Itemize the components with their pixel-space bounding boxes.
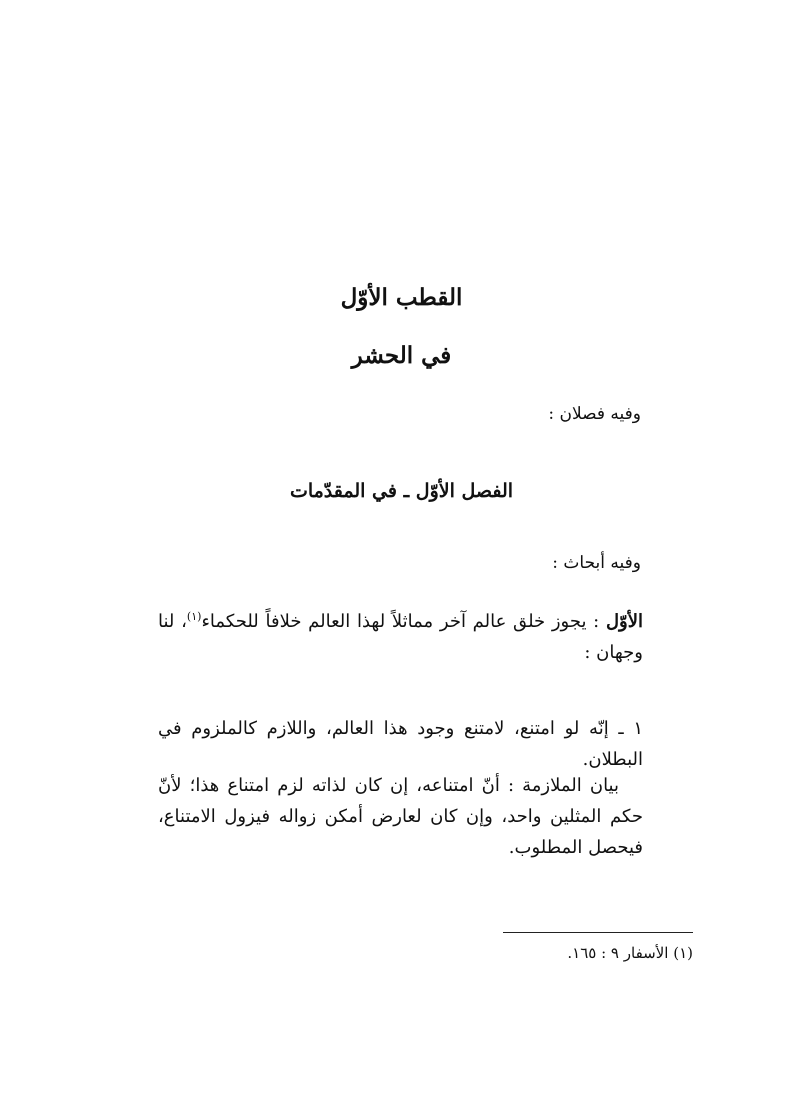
paragraph-text: : يجوز خلق عالم آخر مماثلاً لهذا العالم خلافاً للحكماء: [201, 611, 606, 632]
part-title: القطب الأوّل: [340, 284, 463, 311]
paragraph-proof: بيان الملازمة : أنّ امتناعه، إن كان لذاته لزم امتناع هذا؛ لأنّ حكم المثلين واحد، وإن كان لعارض أمكن زواله فيزول الامتناع، فيحصل المطلوب.: [158, 775, 643, 858]
paragraph-first-section: [158, 606, 643, 668]
sections-intro: وفيه أبحاث :: [552, 553, 641, 573]
paragraph-text-continued: ، لنا وجهان :: [158, 611, 643, 663]
part-subtitle: في الحشر: [351, 342, 452, 369]
footnote-reference[interactable]: (١): [186, 610, 202, 623]
footnote: (١) الأسفار ٩ : ١٦٥.: [567, 944, 693, 962]
section-lead-word: الأوّل: [605, 611, 643, 632]
footnote-divider: [503, 932, 693, 933]
chapter-title: الفصل الأوّل ـ في المقدّمات: [289, 480, 514, 502]
chapters-intro: وفيه فصلان :: [548, 404, 641, 424]
paragraph-reason-one: ١ ـ إنّه لو امتنع، لامتنع وجود هذا العالم، واللازم كالملزوم في البطلان.: [158, 718, 643, 770]
